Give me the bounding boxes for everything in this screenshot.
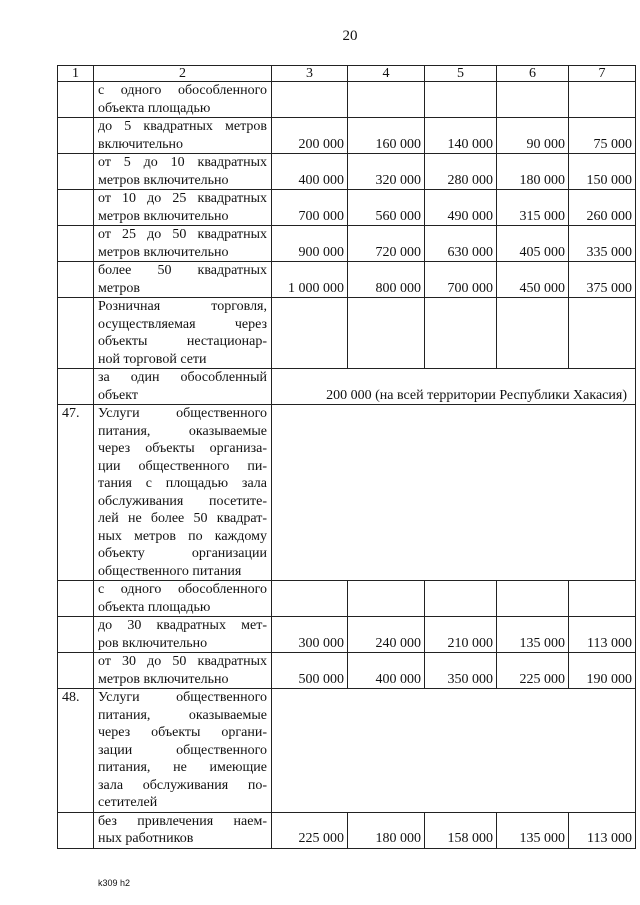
rate-cell bbox=[425, 82, 497, 118]
description-line: питания, не имеющие bbox=[98, 760, 267, 775]
description-line: Розничная торговля, bbox=[98, 299, 267, 314]
description-line: зации общественного bbox=[98, 742, 267, 758]
rate-cell: 560 000 bbox=[348, 190, 425, 226]
description-line: более 50 квадратных bbox=[98, 263, 267, 278]
table-row bbox=[58, 226, 636, 262]
rate-cell bbox=[272, 581, 348, 617]
footer-code: k309 h2 bbox=[98, 878, 131, 888]
description-line: питания, оказываемые bbox=[98, 707, 267, 723]
description-line: объекта площадью bbox=[98, 100, 211, 116]
description-line: объекты нестационар- bbox=[98, 334, 267, 349]
description-line: от 25 до 50 квадратных bbox=[98, 227, 267, 242]
rate-cell bbox=[348, 581, 425, 617]
description-line: с одного обособленного bbox=[98, 582, 267, 597]
rate-cell bbox=[569, 298, 636, 369]
table-row bbox=[58, 262, 636, 298]
description-line: метров включительно bbox=[98, 172, 229, 188]
rate-cell bbox=[569, 82, 636, 118]
row-description bbox=[94, 812, 272, 848]
description-line: обслуживания посетите- bbox=[98, 493, 267, 509]
description-line: общественного питания bbox=[98, 563, 242, 579]
rate-cell: 260 000 bbox=[569, 190, 636, 226]
rate-cell: 158 000 bbox=[425, 812, 497, 848]
rate-cell: 400 000 bbox=[348, 653, 425, 689]
merged-rate-cell bbox=[272, 405, 636, 581]
table-row bbox=[58, 617, 636, 653]
description-line: от 30 до 50 квадратных bbox=[98, 654, 267, 669]
merged-rate-cell: 200 000 (на всей территории Республики Хакасия) bbox=[272, 369, 636, 405]
row-description bbox=[94, 298, 272, 369]
rate-cell: 800 000 bbox=[348, 262, 425, 298]
row-description bbox=[94, 226, 272, 262]
row-number bbox=[58, 653, 94, 689]
row-description bbox=[94, 617, 272, 653]
description-line: через объекты организа- bbox=[98, 441, 267, 456]
header-cell: 6 bbox=[497, 66, 569, 82]
rate-cell: 320 000 bbox=[348, 154, 425, 190]
description-line: объекта площадью bbox=[98, 599, 211, 615]
rate-cell bbox=[497, 82, 569, 118]
table-row bbox=[58, 689, 636, 813]
rate-cell: 280 000 bbox=[425, 154, 497, 190]
description-line: сетителей bbox=[98, 795, 158, 810]
table-row bbox=[58, 118, 636, 154]
row-description bbox=[94, 262, 272, 298]
description-line: ров включительно bbox=[98, 635, 208, 651]
rate-cell: 500 000 bbox=[272, 653, 348, 689]
rate-cell: 180 000 bbox=[348, 812, 425, 848]
rate-cell: 135 000 bbox=[497, 617, 569, 653]
rate-cell: 1 000 000 bbox=[272, 262, 348, 298]
row-number bbox=[58, 190, 94, 226]
rate-cell: 225 000 bbox=[272, 812, 348, 848]
row-description bbox=[94, 689, 272, 813]
rate-cell: 335 000 bbox=[569, 226, 636, 262]
rate-cell: 700 000 bbox=[272, 190, 348, 226]
header-cell: 1 bbox=[58, 66, 94, 82]
description-line: питания, оказываемые bbox=[98, 423, 267, 439]
row-number: 47. bbox=[58, 405, 94, 581]
row-description bbox=[94, 581, 272, 617]
row-number: 48. bbox=[58, 689, 94, 813]
row-number bbox=[58, 298, 94, 369]
merged-rate-cell bbox=[272, 689, 636, 813]
description-line: метров bbox=[98, 280, 140, 296]
rate-cell: 200 000 bbox=[272, 118, 348, 154]
rate-cell bbox=[348, 298, 425, 369]
rate-cell bbox=[497, 581, 569, 617]
description-line: за один обособленный bbox=[98, 370, 267, 385]
rate-cell: 315 000 bbox=[497, 190, 569, 226]
rate-cell: 240 000 bbox=[348, 617, 425, 653]
description-line: с одного обособленного bbox=[98, 83, 267, 98]
row-number bbox=[58, 812, 94, 848]
rate-cell bbox=[348, 82, 425, 118]
header-cell: 5 bbox=[425, 66, 497, 82]
rate-cell: 75 000 bbox=[569, 118, 636, 154]
rate-cell: 630 000 bbox=[425, 226, 497, 262]
rate-cell: 140 000 bbox=[425, 118, 497, 154]
table-row bbox=[58, 369, 636, 405]
row-description bbox=[94, 653, 272, 689]
row-number bbox=[58, 581, 94, 617]
description-line: до 30 квадратных мет- bbox=[98, 618, 267, 633]
table-row bbox=[58, 190, 636, 226]
row-description bbox=[94, 82, 272, 118]
table-row bbox=[58, 405, 636, 581]
description-line: включительно bbox=[98, 136, 184, 152]
tariff-table bbox=[57, 65, 636, 849]
row-number bbox=[58, 369, 94, 405]
rate-cell: 113 000 bbox=[569, 617, 636, 653]
rate-cell: 700 000 bbox=[425, 262, 497, 298]
row-number bbox=[58, 617, 94, 653]
rate-cell: 405 000 bbox=[497, 226, 569, 262]
row-number bbox=[58, 262, 94, 298]
rate-cell: 720 000 bbox=[348, 226, 425, 262]
row-description bbox=[94, 154, 272, 190]
description-line: объекту организации bbox=[98, 546, 267, 561]
rate-cell: 190 000 bbox=[569, 653, 636, 689]
description-line: без привлечения наем- bbox=[98, 813, 267, 829]
rate-cell: 350 000 bbox=[425, 653, 497, 689]
table-row bbox=[58, 298, 636, 369]
row-description bbox=[94, 405, 272, 581]
rate-cell: 400 000 bbox=[272, 154, 348, 190]
header-row bbox=[58, 66, 636, 82]
rate-cell bbox=[425, 581, 497, 617]
header-cell: 2 bbox=[94, 66, 272, 82]
table-row bbox=[58, 154, 636, 190]
rate-cell bbox=[497, 298, 569, 369]
rate-cell: 450 000 bbox=[497, 262, 569, 298]
rate-cell: 900 000 bbox=[272, 226, 348, 262]
header-cell: 7 bbox=[569, 66, 636, 82]
description-line: осуществляемая через bbox=[98, 316, 267, 332]
rate-cell: 375 000 bbox=[569, 262, 636, 298]
row-number bbox=[58, 154, 94, 190]
rate-cell: 150 000 bbox=[569, 154, 636, 190]
description-line: до 5 квадратных метров bbox=[98, 119, 267, 134]
description-line: ных метров по каждому bbox=[98, 528, 267, 544]
rate-cell: 225 000 bbox=[497, 653, 569, 689]
description-line: от 10 до 25 квадратных bbox=[98, 191, 267, 206]
row-number bbox=[58, 226, 94, 262]
rate-cell bbox=[272, 298, 348, 369]
description-line: метров включительно bbox=[98, 671, 229, 687]
description-line: от 5 до 10 квадратных bbox=[98, 155, 267, 170]
page-number: 20 bbox=[342, 28, 358, 44]
header-cell: 4 bbox=[348, 66, 425, 82]
header-cell: 3 bbox=[272, 66, 348, 82]
rate-cell bbox=[569, 581, 636, 617]
description-line: Услуги общественного bbox=[98, 406, 267, 421]
rate-cell: 113 000 bbox=[569, 812, 636, 848]
rate-cell: 210 000 bbox=[425, 617, 497, 653]
description-line: Услуги общественного bbox=[98, 690, 267, 705]
row-description bbox=[94, 369, 272, 405]
rate-cell bbox=[272, 82, 348, 118]
description-line: ции общественного пи- bbox=[98, 458, 267, 474]
description-line: объект bbox=[98, 387, 138, 403]
rate-cell: 490 000 bbox=[425, 190, 497, 226]
description-line: лей не более 50 квадрат- bbox=[98, 511, 267, 526]
rate-cell: 300 000 bbox=[272, 617, 348, 653]
row-description bbox=[94, 190, 272, 226]
rate-cell bbox=[425, 298, 497, 369]
row-description bbox=[94, 118, 272, 154]
description-line: метров включительно bbox=[98, 208, 229, 224]
table-row bbox=[58, 812, 636, 848]
description-line: ной торговой сети bbox=[98, 351, 207, 367]
rate-cell: 90 000 bbox=[497, 118, 569, 154]
description-line: зала обслуживания по- bbox=[98, 777, 267, 793]
rate-cell: 160 000 bbox=[348, 118, 425, 154]
description-line: метров включительно bbox=[98, 244, 229, 260]
description-line: через объекты органи- bbox=[98, 725, 267, 740]
table-row bbox=[58, 653, 636, 689]
description-line: ных работников bbox=[98, 831, 194, 846]
row-number bbox=[58, 118, 94, 154]
rate-cell: 180 000 bbox=[497, 154, 569, 190]
description-line: тания с площадью зала bbox=[98, 476, 267, 491]
table-row bbox=[58, 82, 636, 118]
table-row bbox=[58, 581, 636, 617]
rate-cell: 135 000 bbox=[497, 812, 569, 848]
row-number bbox=[58, 82, 94, 118]
